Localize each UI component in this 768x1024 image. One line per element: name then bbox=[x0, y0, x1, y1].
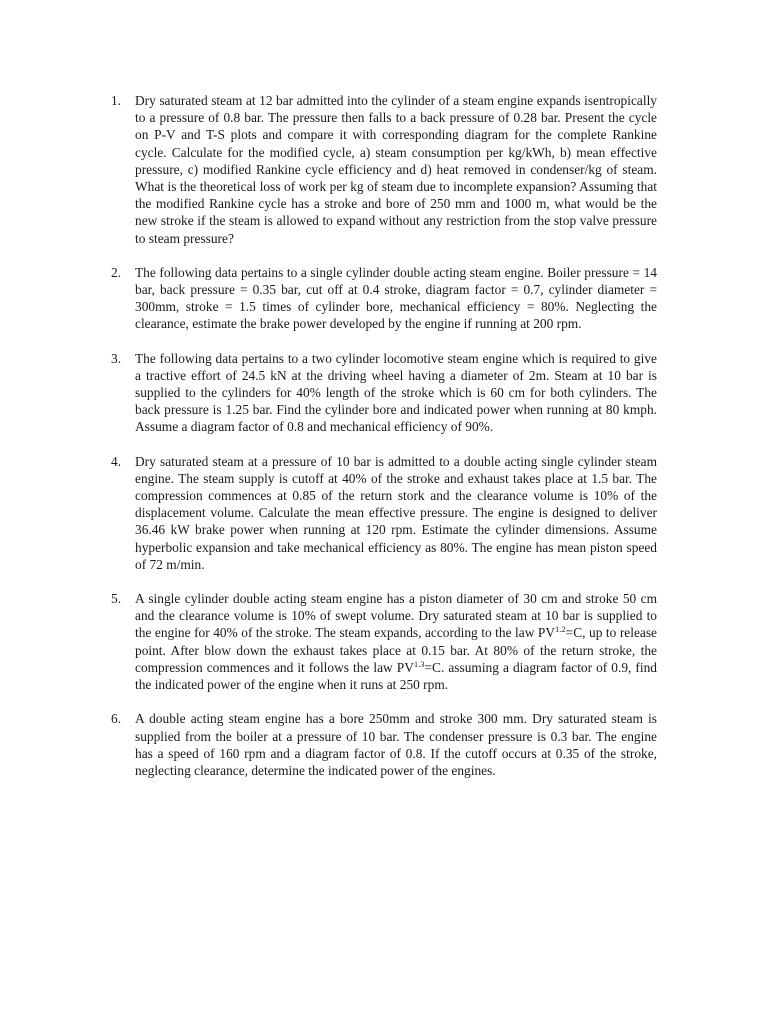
problem-item-4 bbox=[105, 453, 657, 573]
problem-text bbox=[135, 92, 657, 247]
problem-list bbox=[105, 92, 657, 796]
problem-item-1 bbox=[105, 92, 657, 247]
problem-number: 5. bbox=[111, 591, 122, 607]
problem-text bbox=[135, 590, 657, 693]
problem-number: 3. bbox=[111, 350, 122, 366]
problem-number: 4. bbox=[111, 453, 122, 469]
text-run: A single cylinder double acting steam engine has a piston diameter of 30 cm and stroke 50 cm and the clearance volume is 10% of swept volume. Dry saturated steam at 10 bar is supplied to the engine for 40% of the stroke. The steam expands, according to the law PV bbox=[135, 591, 657, 641]
superscript-exponent: 1.3 bbox=[413, 658, 425, 669]
problem-number: 2. bbox=[111, 264, 122, 280]
text-run: =C. assuming a diagram factor of 0.9, find the indicated power of the engine when it runs at 250 rpm. bbox=[135, 659, 657, 693]
problem-item-6 bbox=[105, 710, 657, 779]
problem-text bbox=[135, 264, 657, 333]
problem-number: 6. bbox=[111, 711, 122, 727]
problem-text bbox=[135, 453, 657, 573]
text-run: The following data pertains to a two cylinder locomotive steam engine which is required to give a tractive effort of 24.5 kN at the driving wheel having a diameter of 2m. Steam at 10 bar is supplied to the cylinders for 40% length of the stroke which is 60 cm for both cylinders. The back pressure is 1.25 bar. Find the cylinder bore and indicated power when running at 80 kmph. Assume a diagram factor of 0.8 and mechanical efficiency of 90%. bbox=[135, 350, 657, 435]
problem-item-3 bbox=[105, 350, 657, 436]
text-run: Dry saturated steam at a pressure of 10 bar is admitted to a double acting single cylinder steam engine. The steam supply is cutoff at 40% of the stroke and exhaust takes place at 1.5 bar. The compression commences at 0.85 of the return stork and the clearance volume is 10% of the displacement volume. Calculate the mean effective pressure. The engine is designed to deliver 36.46 kW brake power when running at 120 rpm. Estimate the cylinder dimensions. Assume hyperbolic expansion and take mechanical efficiency as 80%. The engine has mean piston speed of 72 m/min. bbox=[135, 453, 657, 572]
problem-number: 1. bbox=[111, 93, 122, 108]
text-run: =C, up to release point. After blow down the exhaust takes place at 0.15 bar. At 80% of the return stroke, the compression commences and it follows the law PV bbox=[135, 625, 657, 675]
problem-item-2 bbox=[105, 264, 657, 333]
text-run: A double acting steam engine has a bore 250mm and stroke 300 mm. Dry saturated steam is supplied from the boiler at a pressure of 10 bar. The condenser pressure is 0.3 bar. The engine has a speed of 160 rpm and a diagram factor of 0.8. If the cutoff occurs at 0.35 of the stroke, neglecting clearance, determine the indicated power of the engines. bbox=[135, 711, 657, 778]
text-run: The following data pertains to a single cylinder double acting steam engine. Boiler pressure = 14 bar, back pressure = 0.35 bar, cut off at 0.4 stroke, diagram factor = 0.7, cylinder diameter = 300mm, stroke = 1.5 times of cylinder bore, mechanical efficiency = 80%. Neglecting the clearance, estimate the brake power developed by the engine if running at 200 rpm. bbox=[135, 264, 657, 332]
text-run: Dry saturated steam at 12 bar admitted into the cylinder of a steam engine expands isentropically to a pressure of 0.8 bar. The pressure then falls to a back pressure of 0.28 bar. Present the cycle on P-V and T-S plots and compare it with corresponding diagram for the complete Rankine cycle. Calculate for the modified cycle, a) steam consumption per kg/kWh, b) mean effective pressure, c) modified Rankine cycle efficiency and d) heat removed in condenser/kg of steam. What is the theoretical loss of work per kg of steam due to incomplete expansion? Assuming that the modified Rankine cycle has a stroke and bore of 250 mm and 1000 m, what would be the new stroke if the steam is allowed to expand without any restriction from the stop valve pressure to steam pressure? bbox=[135, 93, 657, 246]
problem-item-5 bbox=[105, 590, 657, 693]
superscript-exponent: 1.2 bbox=[555, 624, 566, 635]
problem-text bbox=[135, 350, 657, 436]
problem-text bbox=[135, 710, 657, 779]
